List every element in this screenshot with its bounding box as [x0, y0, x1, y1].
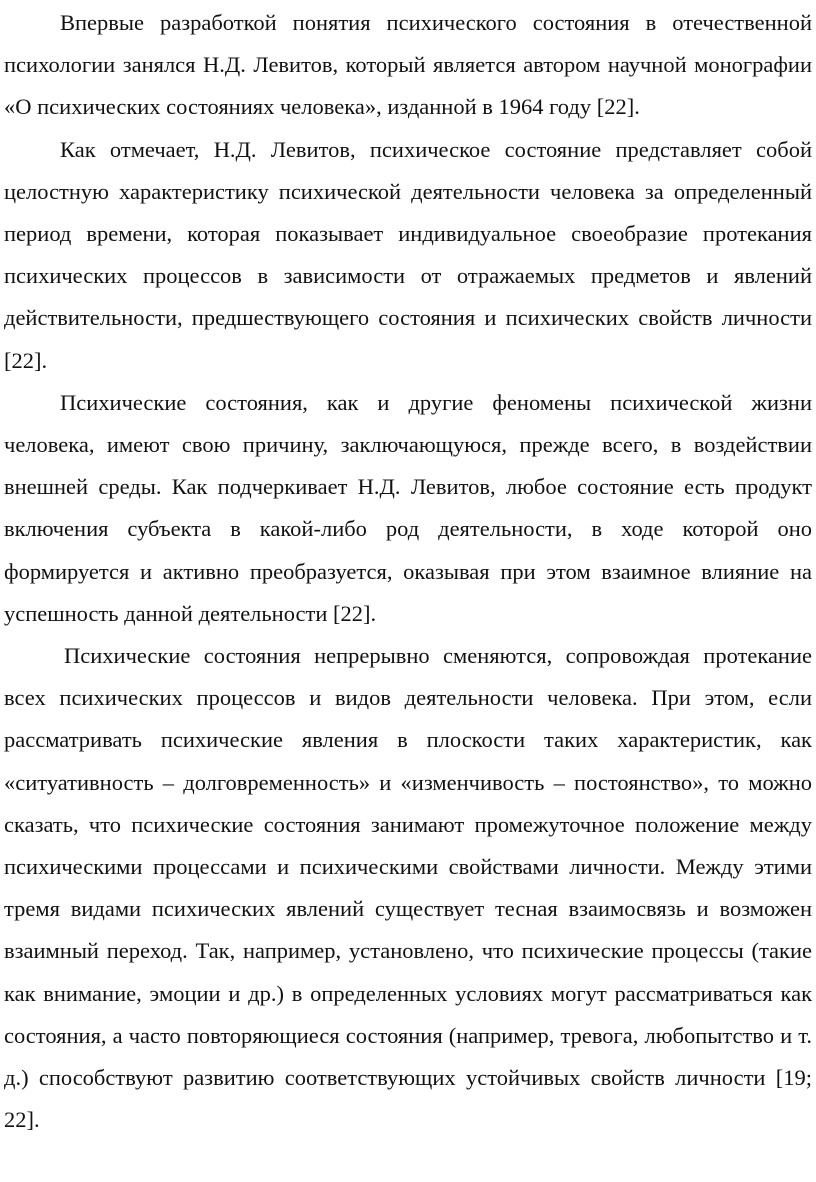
- paragraph-3: Психические состояния, как и другие феномены психической жизни человека, имеют свою причину, заключающуюся, прежде всего, в воздействии внешней среды. Как подчеркивает Н.Д. Левитов, любое состояние есть продукт включения субъекта в какой-либо род деятельности, в ходе которой оно формируется и активно преобразуется, оказывая при этом взаимное влияние на успешность данной деятельности [22].: [4, 389, 812, 626]
- paragraph-2: Как отмечает, Н.Д. Левитов, психическое состояние представляет собой целостную характеристику психической деятельности человека за определенный период времени, которая показывает индивидуальное своеобразие протекания психических процессов в зависимости от отражаемых предметов и явлений действительности, предшествующего состояния и психических свойств личности [22].: [4, 136, 812, 373]
- paragraph-1: Впервые разработкой понятия психического состояния в отечественной психологии занялся Н.Д. Левитов, который является автором научной монографии «О психических состояниях человека», изданной в 1964 году [22].: [4, 10, 812, 120]
- paragraph-4: Психические состояния непрерывно сменяются, сопровождая протекание всех психических процессов и видов деятельности человека. При этом, если рассматривать психические явления в плоскости таких характеристик, как «ситуативность – долговременность» и «изменчивость – постоянство», то можно сказать, что психические состояния занимают промежуточное положение между психическими процессами и психическими свойствами личности. Между этими тремя видами психических явлений существует тесная взаимосвязь и возможен взаимный переход. Так, например, установлено, что психические процессы (такие как внимание, эмоции и др.) в определенных условиях могут рассматриваться как состояния, а часто повторяющиеся состояния (например, тревога, любопытство и т. д.) способствуют развитию соответствующих устойчивых свойств личности [19; 22].: [4, 643, 812, 1133]
